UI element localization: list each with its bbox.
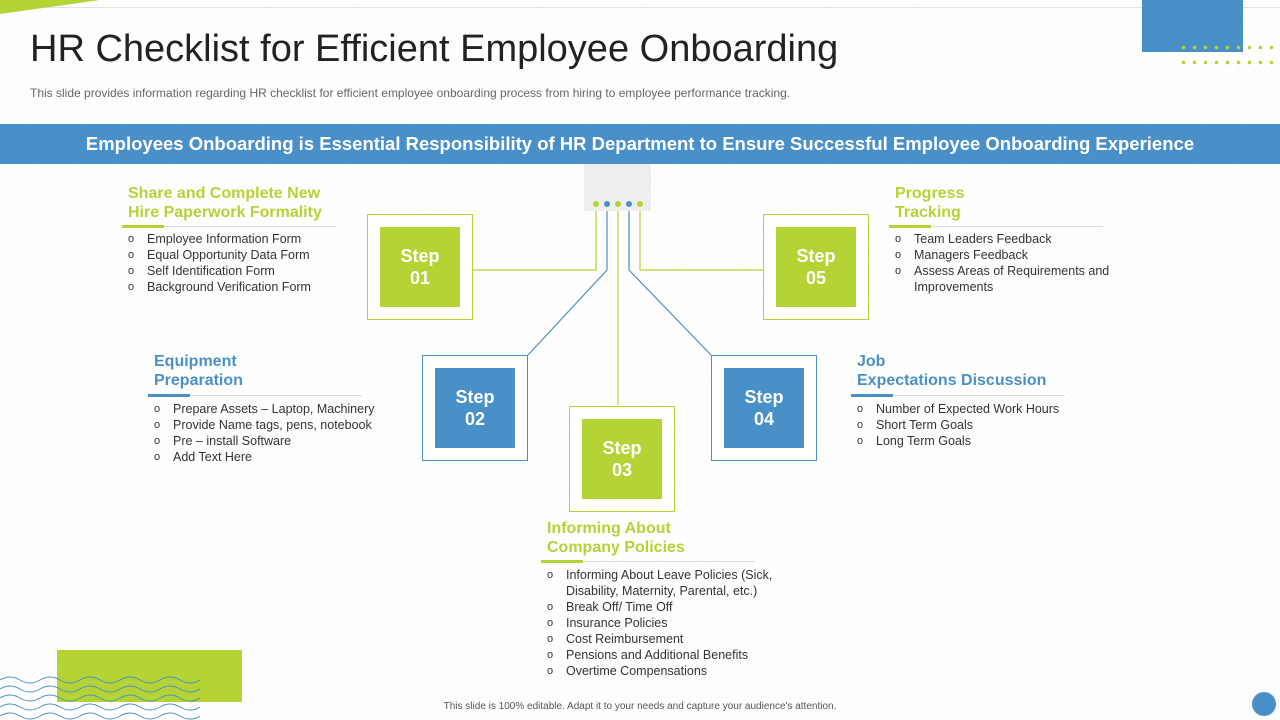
step-number: 05 [805,268,827,288]
step-02-box [422,355,528,461]
heading-line: Informing About [547,520,671,537]
heading-line: Equipment [154,353,237,370]
list-item: o Equal Opportunity Data Form [128,247,358,263]
step-04-box [711,355,817,461]
corner-accent-circle [1252,692,1276,716]
step-word: Step [400,246,440,266]
list-item-continuation: Disability, Maternity, Parental, etc.) [566,584,758,598]
list-item: o Cost Reimbursement [547,631,807,647]
list-item: o Number of Expected Work Hours [857,401,1107,417]
section-underline [122,226,336,227]
step-05-box [763,214,869,320]
list-item: o Insurance Policies [547,615,807,631]
list-item: o Overtime Compensations [547,663,807,679]
heading-line: Share and Complete New [128,185,321,202]
section-job-expectations [857,352,1077,390]
heading-line: Progress [895,185,965,202]
list-item: o Pensions and Additional Benefits [547,647,807,663]
banner: Employees Onboarding is Essential Responsibility of HR Department to Ensure Successful Employee Onboarding Experience [0,124,1280,164]
section-paperwork [128,184,348,222]
section-policies [547,519,767,557]
list-item: o Short Term Goals [857,417,1107,433]
hub-dot [604,201,610,207]
heading-line: Expectations Discussion [857,372,1047,389]
step-word: Step [602,438,642,458]
section-underline [541,561,755,562]
hub-dot [593,201,599,207]
list-item: o Long Term Goals [857,433,1107,449]
policies-list [547,567,807,679]
step-word: Step [455,387,495,407]
list-item: o Prepare Assets – Laptop, Machinery [154,401,404,417]
step-number: 03 [611,460,633,480]
equipment-list [154,401,404,465]
section-progress [895,184,1095,222]
list-item: o Informing About Leave Policies (Sick, [547,567,807,583]
connector-step-05 [640,204,763,270]
list-item: o Add Text Here [154,449,404,465]
connector-step-01 [472,204,596,270]
list-item: o Team Leaders Feedback [895,231,1155,247]
step-03-label [582,419,662,499]
step-number: 02 [464,409,486,429]
list-item: o Background Verification Form [128,279,358,295]
list-item-continuation: Improvements [914,280,994,294]
paperwork-list [128,231,358,295]
heading-line: Company Policies [547,539,685,556]
wave-decoration [0,672,200,720]
step-04-label [724,368,804,448]
connector-step-02 [528,204,607,355]
hub-dot [615,201,621,207]
heading-line: Hire Paperwork Formality [128,204,322,221]
section-heading [547,519,767,557]
heading-line: Preparation [154,372,243,389]
heading-line: Tracking [895,204,961,221]
hub-dot [637,201,643,207]
heading-line: Job [857,353,886,370]
list-item: o Provide Name tags, pens, notebook [154,417,404,433]
list-item: o Assess Areas of Requirements and [895,263,1155,279]
step-number: 01 [409,268,431,288]
step-word: Step [744,387,784,407]
hub-dot [626,201,632,207]
slide-subtitle: This slide provides information regarding HR checklist for efficient employee onboarding process from hiring to employee performance tracking. [30,86,791,100]
step-01-label [380,227,460,307]
step-number: 04 [753,409,775,429]
step-05-label [776,227,856,307]
step-word: Step [796,246,836,266]
list-item: o Break Off/ Time Off [547,599,807,615]
list-item: o Employee Information Form [128,231,358,247]
job-expectations-list [857,401,1107,449]
section-heading [154,352,354,390]
section-underline [889,226,1103,227]
step-01-box [367,214,473,320]
section-heading [128,184,348,222]
step-02-label [435,368,515,448]
progress-list [895,231,1155,295]
list-item: o Pre – install Software [154,433,404,449]
section-heading [857,352,1077,390]
section-heading [895,184,1095,222]
step-03-box [569,406,675,512]
connector-step-04 [629,204,711,355]
section-underline [148,395,362,396]
section-equipment [154,352,354,390]
section-underline [851,395,1065,396]
list-item: o Managers Feedback [895,247,1155,263]
slide-title: HR Checklist for Efficient Employee Onboarding [30,28,839,70]
list-item: o Self Identification Form [128,263,358,279]
footer-note: This slide is 100% editable. Adapt it to your needs and capture your audience's attention. [443,701,837,712]
